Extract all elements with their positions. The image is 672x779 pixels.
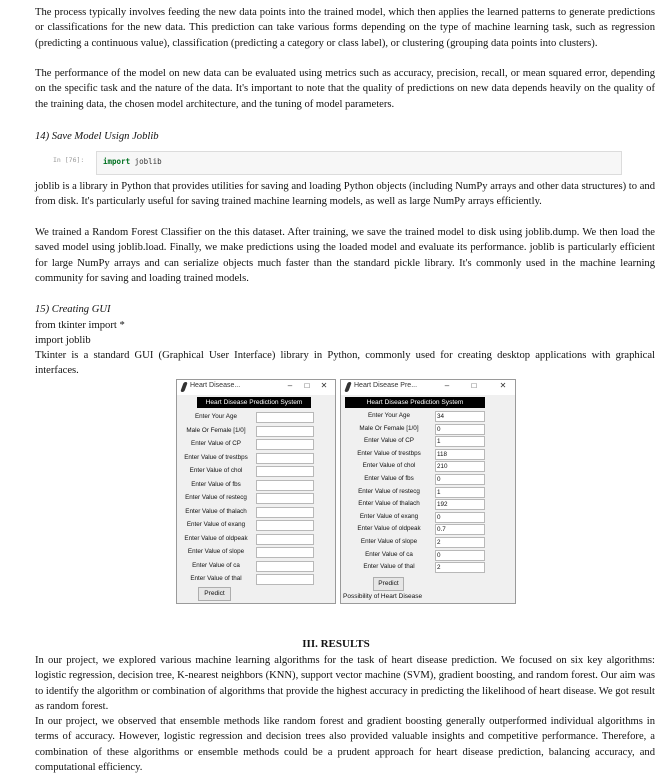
field-input[interactable]	[256, 453, 314, 464]
field-label: Enter Value of fbs	[364, 475, 414, 482]
tkinter-paragraph: Tkinter is a standard GUI (Graphical User Interface) library in Python, commonly used for creating desktop applications with graphical interfaces.	[35, 350, 655, 377]
field-label: Enter Value of thal	[363, 563, 415, 571]
field-label: Male Or Female [1/0]	[359, 424, 419, 432]
minimize-icon[interactable]: –	[287, 381, 293, 390]
tk-feather-icon	[180, 382, 188, 392]
form-row	[341, 411, 515, 423]
field-input[interactable]: 192	[435, 499, 485, 510]
field-label: Enter Value of CP	[364, 437, 414, 445]
field-label: Enter Value of ca	[192, 561, 240, 569]
field-input[interactable]	[256, 507, 314, 518]
field-input[interactable]	[256, 561, 314, 572]
field-label: Enter Your Age	[367, 412, 410, 419]
field-label: Enter Value of slope	[360, 538, 418, 545]
window-title: Heart Disease Pre...	[354, 382, 418, 389]
code-line-joblib: import joblib	[35, 335, 91, 346]
field-input[interactable]: 118	[435, 449, 485, 460]
field-input[interactable]	[256, 574, 314, 585]
field-label: Enter Value of oldpeak	[357, 525, 421, 533]
field-label: Enter Value of slope	[187, 548, 245, 555]
form-row	[341, 436, 515, 448]
window-titlebar[interactable]	[341, 380, 515, 395]
field-input[interactable]: 0.7	[435, 524, 485, 535]
gui-window-filled	[340, 379, 516, 604]
gui-header: Heart Disease Prediction System	[345, 397, 485, 408]
field-input[interactable]	[256, 547, 314, 558]
random-forest-paragraph: We trained a Random Forest Classifier on the this dataset. After training, we save the trained model to disk using joblib.dump. We then load the saved model using joblib.load. Finally, we make predictions using the loaded model and evaluate its performance. joblib is particularly efficient for large NumPy arrays and can serialize objects much faster than the standard pickle library. It's commonly used in the machine learning community for saving and loading trained models.	[35, 227, 655, 285]
results-paragraph-1: In our project, we explored various machine learning algorithms for the task of heart disease prediction. We focused on six key algorithms: logistic regression, decision tree, K-nearest neighbors (KNN), support vector machine (SVM), gradient boosting, and random forest. Our aim was to identify the algorithm or combination of algorithms that provide the highest accuracy in predicting the likelihood of heart disease. We got result as random forest.	[35, 655, 655, 713]
field-label: Male Or Female [1/0]	[186, 426, 246, 434]
field-input[interactable]: 0	[435, 512, 485, 523]
field-label: Enter Value of fbs	[191, 480, 241, 488]
window-titlebar[interactable]	[177, 380, 335, 395]
field-input[interactable]: 1	[435, 487, 485, 498]
gui-header: Heart Disease Prediction System	[197, 397, 311, 408]
form-row	[177, 480, 335, 492]
field-input[interactable]	[256, 534, 314, 545]
field-label: Enter Value of thalach	[358, 500, 420, 508]
form-row	[341, 537, 515, 549]
field-label: Enter Value of ca	[365, 550, 413, 558]
gui-window-empty	[176, 379, 336, 604]
field-label: Enter Your Age	[194, 413, 237, 420]
field-input[interactable]: 0	[435, 474, 485, 485]
code-keyword: import	[103, 157, 131, 166]
field-label: Enter Value of thal	[190, 575, 242, 582]
form-row	[341, 512, 515, 524]
form-row	[341, 550, 515, 562]
form-row	[177, 547, 335, 559]
result-label: Possibility of Heart Disease	[343, 593, 423, 600]
close-icon[interactable]: ✕	[499, 381, 507, 390]
field-label: Enter Value of thalach	[185, 507, 247, 515]
form-row	[177, 534, 335, 546]
field-label: Enter Value of CP	[191, 440, 241, 447]
form-row	[177, 493, 335, 505]
form-row	[177, 426, 335, 438]
field-label: Enter Value of chol	[189, 467, 243, 474]
field-input[interactable]	[256, 480, 314, 491]
window-title: Heart Disease...	[190, 382, 241, 389]
form-row	[341, 461, 515, 473]
results-paragraph-2: In our project, we observed that ensemble methods like random forest and gradient boosting generally outperformed individual algorithms in terms of accuracy. However, logistic regression and decision trees also provided valuable insights and competitive performance. Therefore, a combination of these algorithms or ensemble methods could be a prudent approach for heart disease prediction, balancing accuracy, and computational efficiency.	[35, 716, 655, 774]
code-line	[103, 157, 162, 166]
code-cell[interactable]	[96, 151, 622, 175]
field-input[interactable]	[256, 412, 314, 423]
close-icon[interactable]: ✕	[320, 381, 328, 390]
section-15-heading: 15) Creating GUI	[35, 304, 111, 315]
minimize-icon[interactable]: –	[444, 381, 450, 390]
field-input[interactable]: 34	[435, 411, 485, 422]
field-label: Enter Value of oldpeak	[184, 534, 248, 542]
field-input[interactable]: 0	[435, 550, 485, 561]
section-14-heading: 14) Save Model Usign Joblib	[35, 131, 159, 142]
field-input[interactable]	[256, 493, 314, 504]
form-row	[341, 474, 515, 486]
form-row	[341, 524, 515, 536]
form-row	[177, 507, 335, 519]
form-row	[177, 453, 335, 465]
form-row	[341, 449, 515, 461]
joblib-paragraph: joblib is a library in Python that provides utilities for saving and loading Python objects (including NumPy arrays and other data structures) to and from disk. It's particularly useful for saving trained machine learning models, as well as large NumPy arrays efficiently.	[35, 181, 655, 208]
form-row	[341, 562, 515, 574]
intro-paragraph-2: The performance of the model on new data can be evaluated using metrics such as accuracy, precision, recall, or mean squared error, depending on the specific task and the nature of the data. It's important to note that the quality of predictions on new data depends heavily on the quality of the training data, the chosen model architecture, and the tuning of model parameters.	[35, 68, 655, 110]
field-input[interactable]: 210	[435, 461, 485, 472]
field-input[interactable]: 1	[435, 436, 485, 447]
form-row	[177, 561, 335, 573]
form-row	[177, 520, 335, 532]
maximize-icon[interactable]: □	[304, 381, 310, 390]
field-input[interactable]	[256, 426, 314, 437]
field-input[interactable]: 0	[435, 424, 485, 435]
form-row	[341, 499, 515, 511]
field-input[interactable]	[256, 439, 314, 450]
form-row	[177, 466, 335, 478]
form-row	[177, 439, 335, 451]
field-label: Enter Value of exang	[359, 512, 419, 520]
tk-feather-icon	[344, 382, 352, 392]
field-label: Enter Value of trestbps	[357, 449, 421, 457]
field-label: Enter Value of restecg	[358, 487, 420, 495]
code-module: joblib	[134, 157, 162, 166]
form-row	[177, 412, 335, 424]
field-label: Enter Value of restecg	[185, 494, 247, 501]
field-label: Enter Value of trestbps	[184, 453, 248, 461]
form-row	[341, 424, 515, 436]
field-input[interactable]	[256, 520, 314, 531]
intro-paragraph-1: The process typically involves feeding the new data points into the trained model, which then applies the learned patterns to generate predictions or classifications for the new data. This prediction can take various forms depending on the type of machine learning task, such as regression (predicting a continuous value), classification (predicting a category or class label), or clustering (grouping data points into clusters).	[35, 7, 655, 49]
code-line-tkinter: from tkinter import *	[35, 320, 125, 331]
field-input[interactable]: 2	[435, 562, 485, 573]
predict-button[interactable]: Predict	[198, 587, 231, 601]
code-cell-prompt: In [76]:	[53, 156, 85, 164]
field-input[interactable]	[256, 466, 314, 477]
predict-button[interactable]: Predict	[373, 577, 404, 591]
field-label: Enter Value of exang	[186, 521, 246, 528]
results-title: III. RESULTS	[302, 638, 370, 650]
field-input[interactable]: 2	[435, 537, 485, 548]
maximize-icon[interactable]: □	[471, 381, 477, 390]
form-row	[177, 574, 335, 586]
form-row	[341, 487, 515, 499]
field-label: Enter Value of chol	[362, 462, 416, 470]
